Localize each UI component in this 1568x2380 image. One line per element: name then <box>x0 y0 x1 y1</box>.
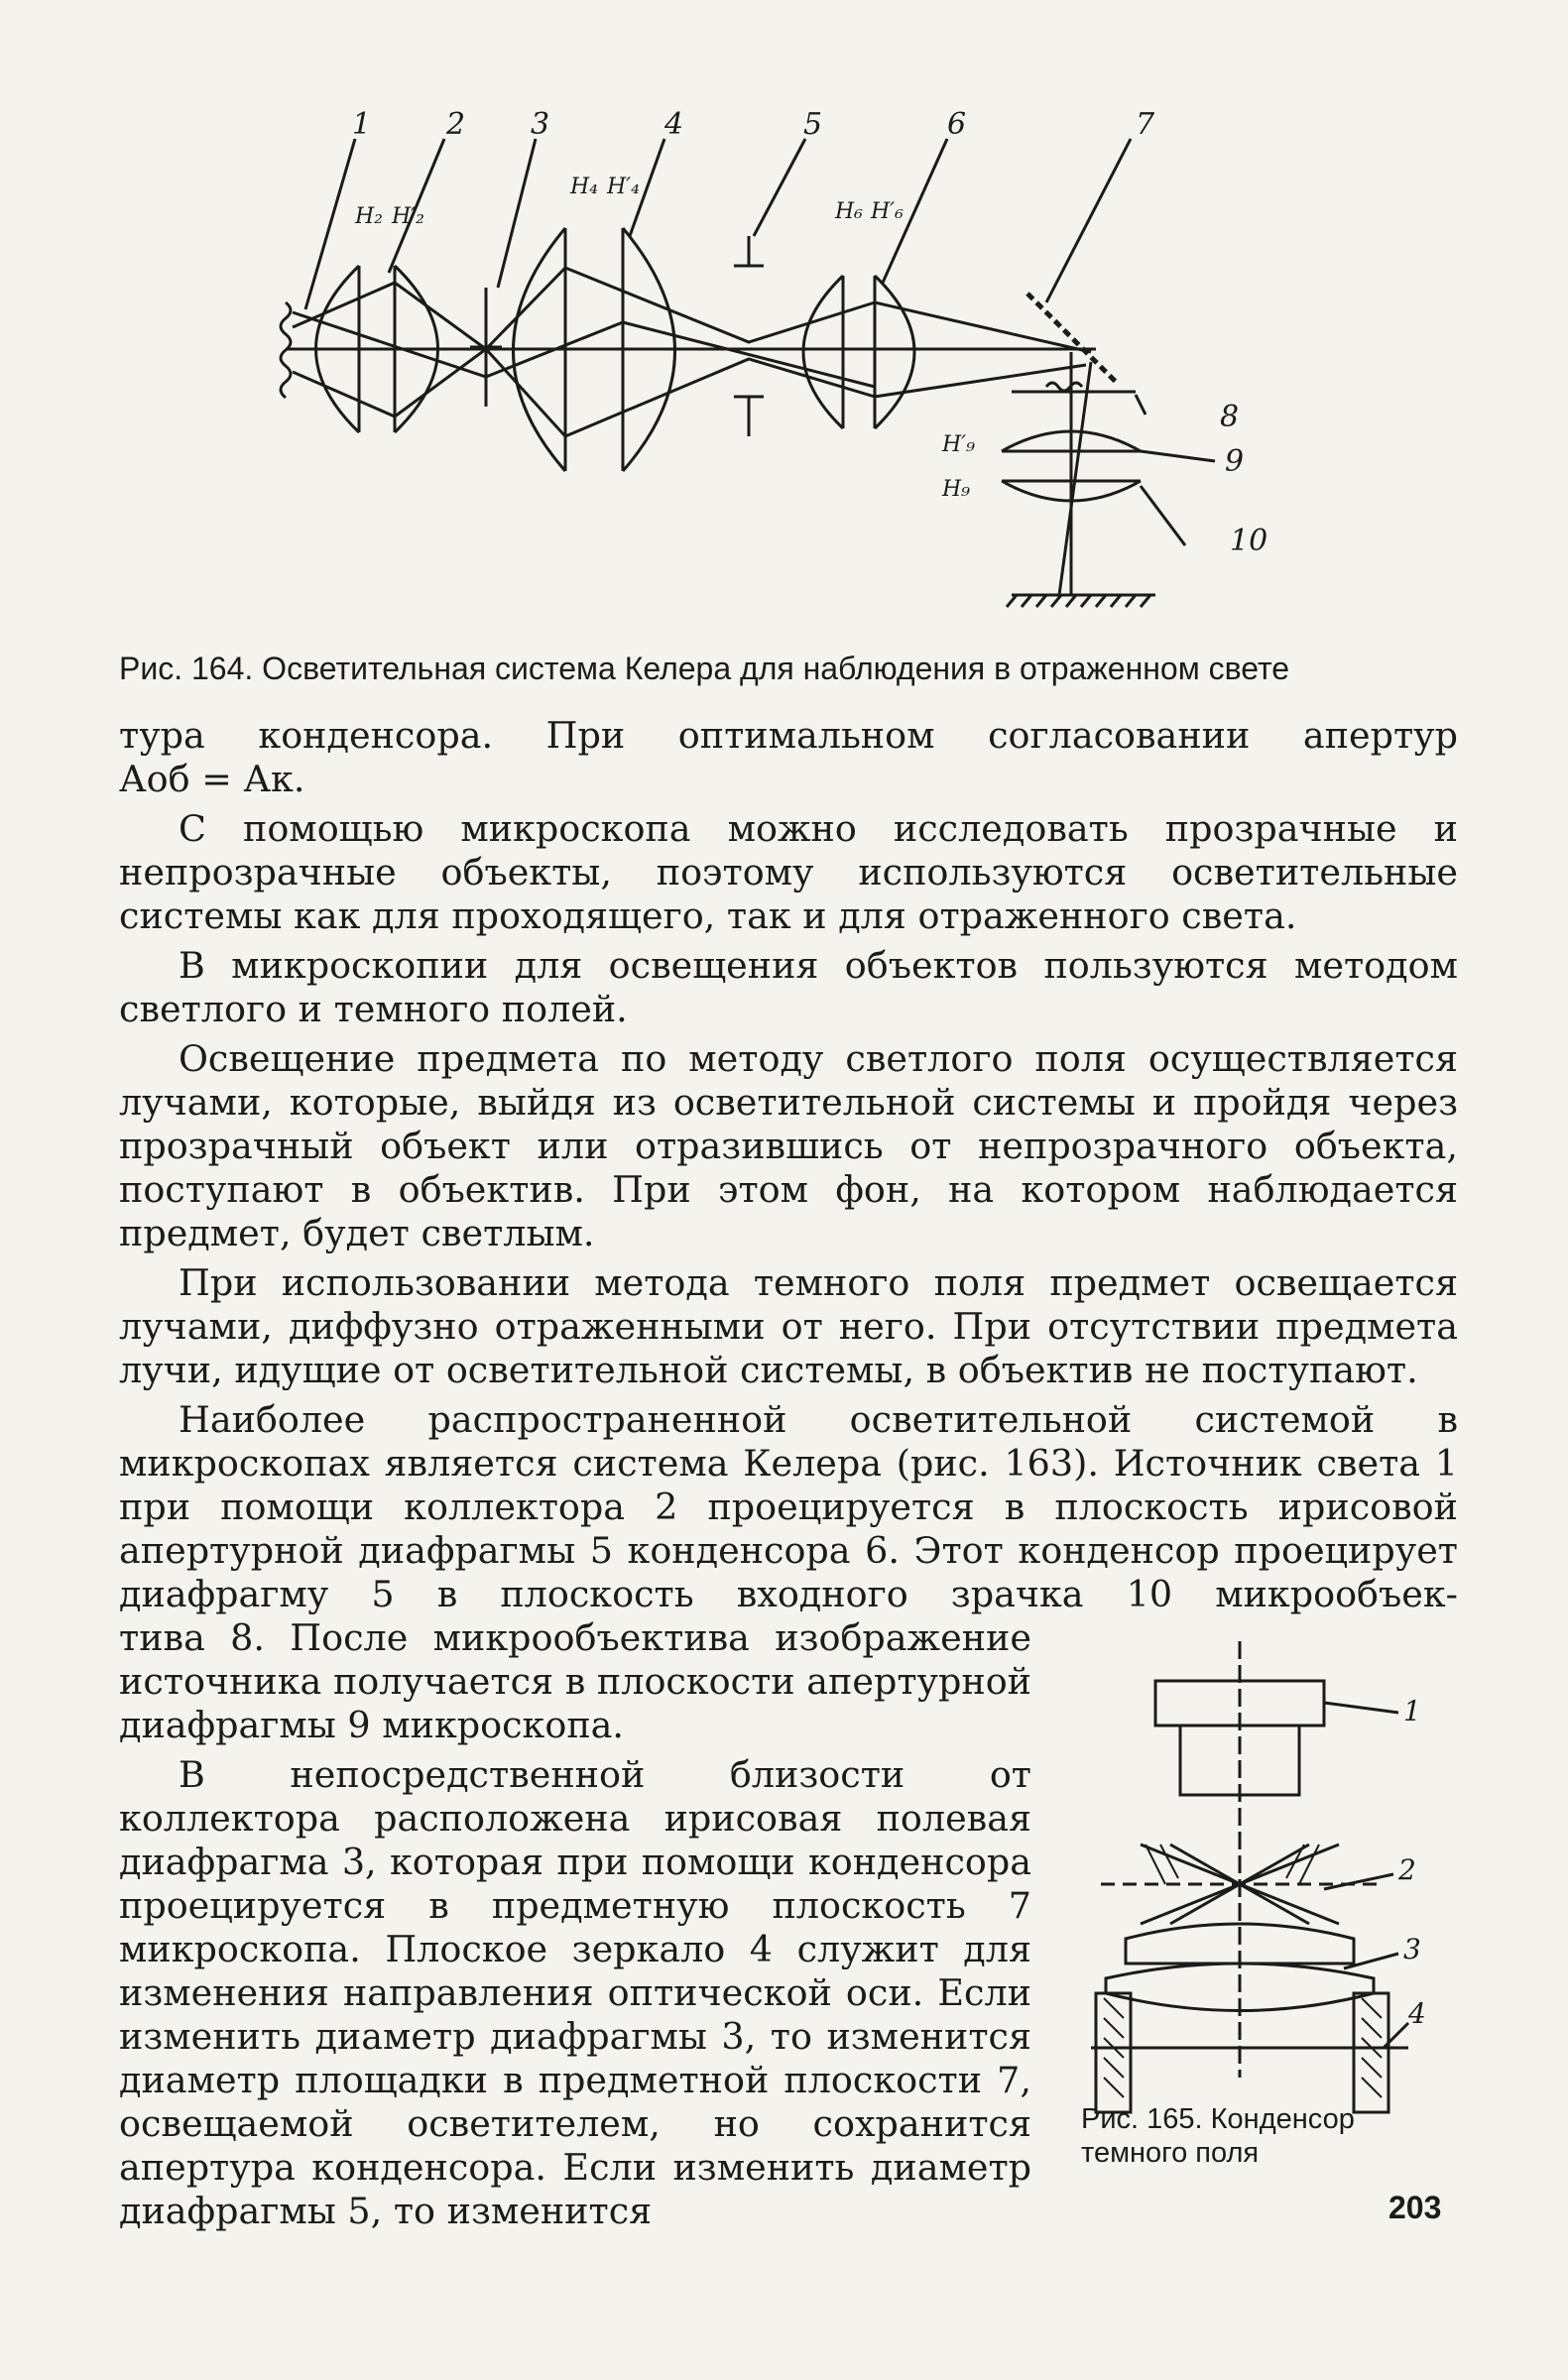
fig165-label-2: 2 <box>1398 1853 1416 1886</box>
paragraph-1: С помощью микроскопа можно исследовать прозрачные и непрозрачные объекты, поэтому используются осветительные системы как для проходящего, так и для отраженного света. <box>119 807 1458 937</box>
fig164-plane-h9: H₉ <box>942 477 971 502</box>
figure-164-koehler-diagram <box>248 99 1289 654</box>
paragraph-0-line1: тура конденсора. При оптимальном согласовании апертур <box>119 714 1458 757</box>
fig164-plane-h6p: H′₆ <box>871 199 904 224</box>
figure-165-caption-line2: темного поля <box>1081 2137 1260 2169</box>
page-number: 203 <box>1388 2190 1442 2225</box>
fig164-label-1: 1 <box>352 107 372 142</box>
fig164-plane-h4p: H′₄ <box>607 175 640 199</box>
fig164-label-4: 4 <box>664 107 684 142</box>
paragraph-3: Освещение предмета по методу светлого поля осуществляется лучами, которые, выйдя из осветительной системы и пройдя через прозрачный объект или отразившись от непрозрачного объекта, поступают в объектив. При этом фон, на котором наблюдается предмет, будет светлым. <box>119 1037 1458 1254</box>
fig164-plane-h2: H₂ <box>355 204 384 229</box>
paragraph-4: При использовании метода темного поля предмет освещается лучами, диффузно отраженными от него. При отсутствии предмета лучи, идущие от осветительной системы, в объектив не поступают. <box>119 1261 1458 1391</box>
fig165-label-1: 1 <box>1403 1695 1421 1727</box>
condenser-lens <box>803 276 843 428</box>
fig164-label-5: 5 <box>803 107 823 142</box>
fig164-plane-h9p: H′₉ <box>942 432 975 457</box>
fig164-plane-h2p: H′₂ <box>392 204 424 229</box>
fig164-plane-h6: H₆ <box>835 199 864 224</box>
paragraph-6: В непосредственной близости от коллектора расположена ирисовая полевая диафрагма 3, которая при помощи конденсора проецируется в предметную плоскость 7 микроскопа. Плоское зеркало 4 служит для изменения направления оптической оси. Если изменить диаметр диафрагмы 3, то изменится диаметр площадки в предметной плоскости 7, освещаемой осветителем, но сохранится апертура конденсора. Если изменить диаметр диафрагмы 5, то изменится <box>119 1753 1031 2232</box>
fig164-label-2: 2 <box>446 107 466 142</box>
paragraph-2: В микроскопии для освещения объектов пользуются методом светлого и темного полей. <box>119 944 1458 1030</box>
paragraph-5: Наиболее распространенной осветительной системой в микроскопах является система Келера (рис. 163). Источник света 1 при помощи коллектора 2 проецируется в плоскость ирисовой апертурной диафрагмы 5 конденсора 6. Этот конденсор проецирует диафрагму 5 в плоскость входного зрачка 10 микрообъек- <box>119 1398 1458 1615</box>
fig164-label-10: 10 <box>1230 524 1268 558</box>
figure-165-darkfield-condenser <box>1066 1641 1483 2117</box>
fig164-label-6: 6 <box>947 107 967 142</box>
fig165-label-4: 4 <box>1408 1997 1426 2030</box>
fig164-label-3: 3 <box>531 107 550 142</box>
figure-164-caption: Рис. 164. Осветительная система Келера для наблюдения в отраженном свете <box>119 651 1290 686</box>
fig164-label-7: 7 <box>1136 107 1155 142</box>
figure-165-caption <box>1081 2102 1478 2170</box>
paragraph-0-line2: Аоб = Ак. <box>119 758 305 800</box>
fig164-plane-h4: H₄ <box>570 175 599 199</box>
fig164-label-9: 9 <box>1225 444 1245 479</box>
figure-165-caption-line1: Рис. 165. Конденсор <box>1081 2103 1355 2135</box>
paragraph-5-continued: тива 8. После микрообъектива изображение источника получается в плоскости апертурной диафрагмы 9 микроскопа. <box>119 1616 1031 1746</box>
fig165-label-3: 3 <box>1403 1933 1421 1965</box>
fig164-label-8: 8 <box>1220 400 1240 434</box>
